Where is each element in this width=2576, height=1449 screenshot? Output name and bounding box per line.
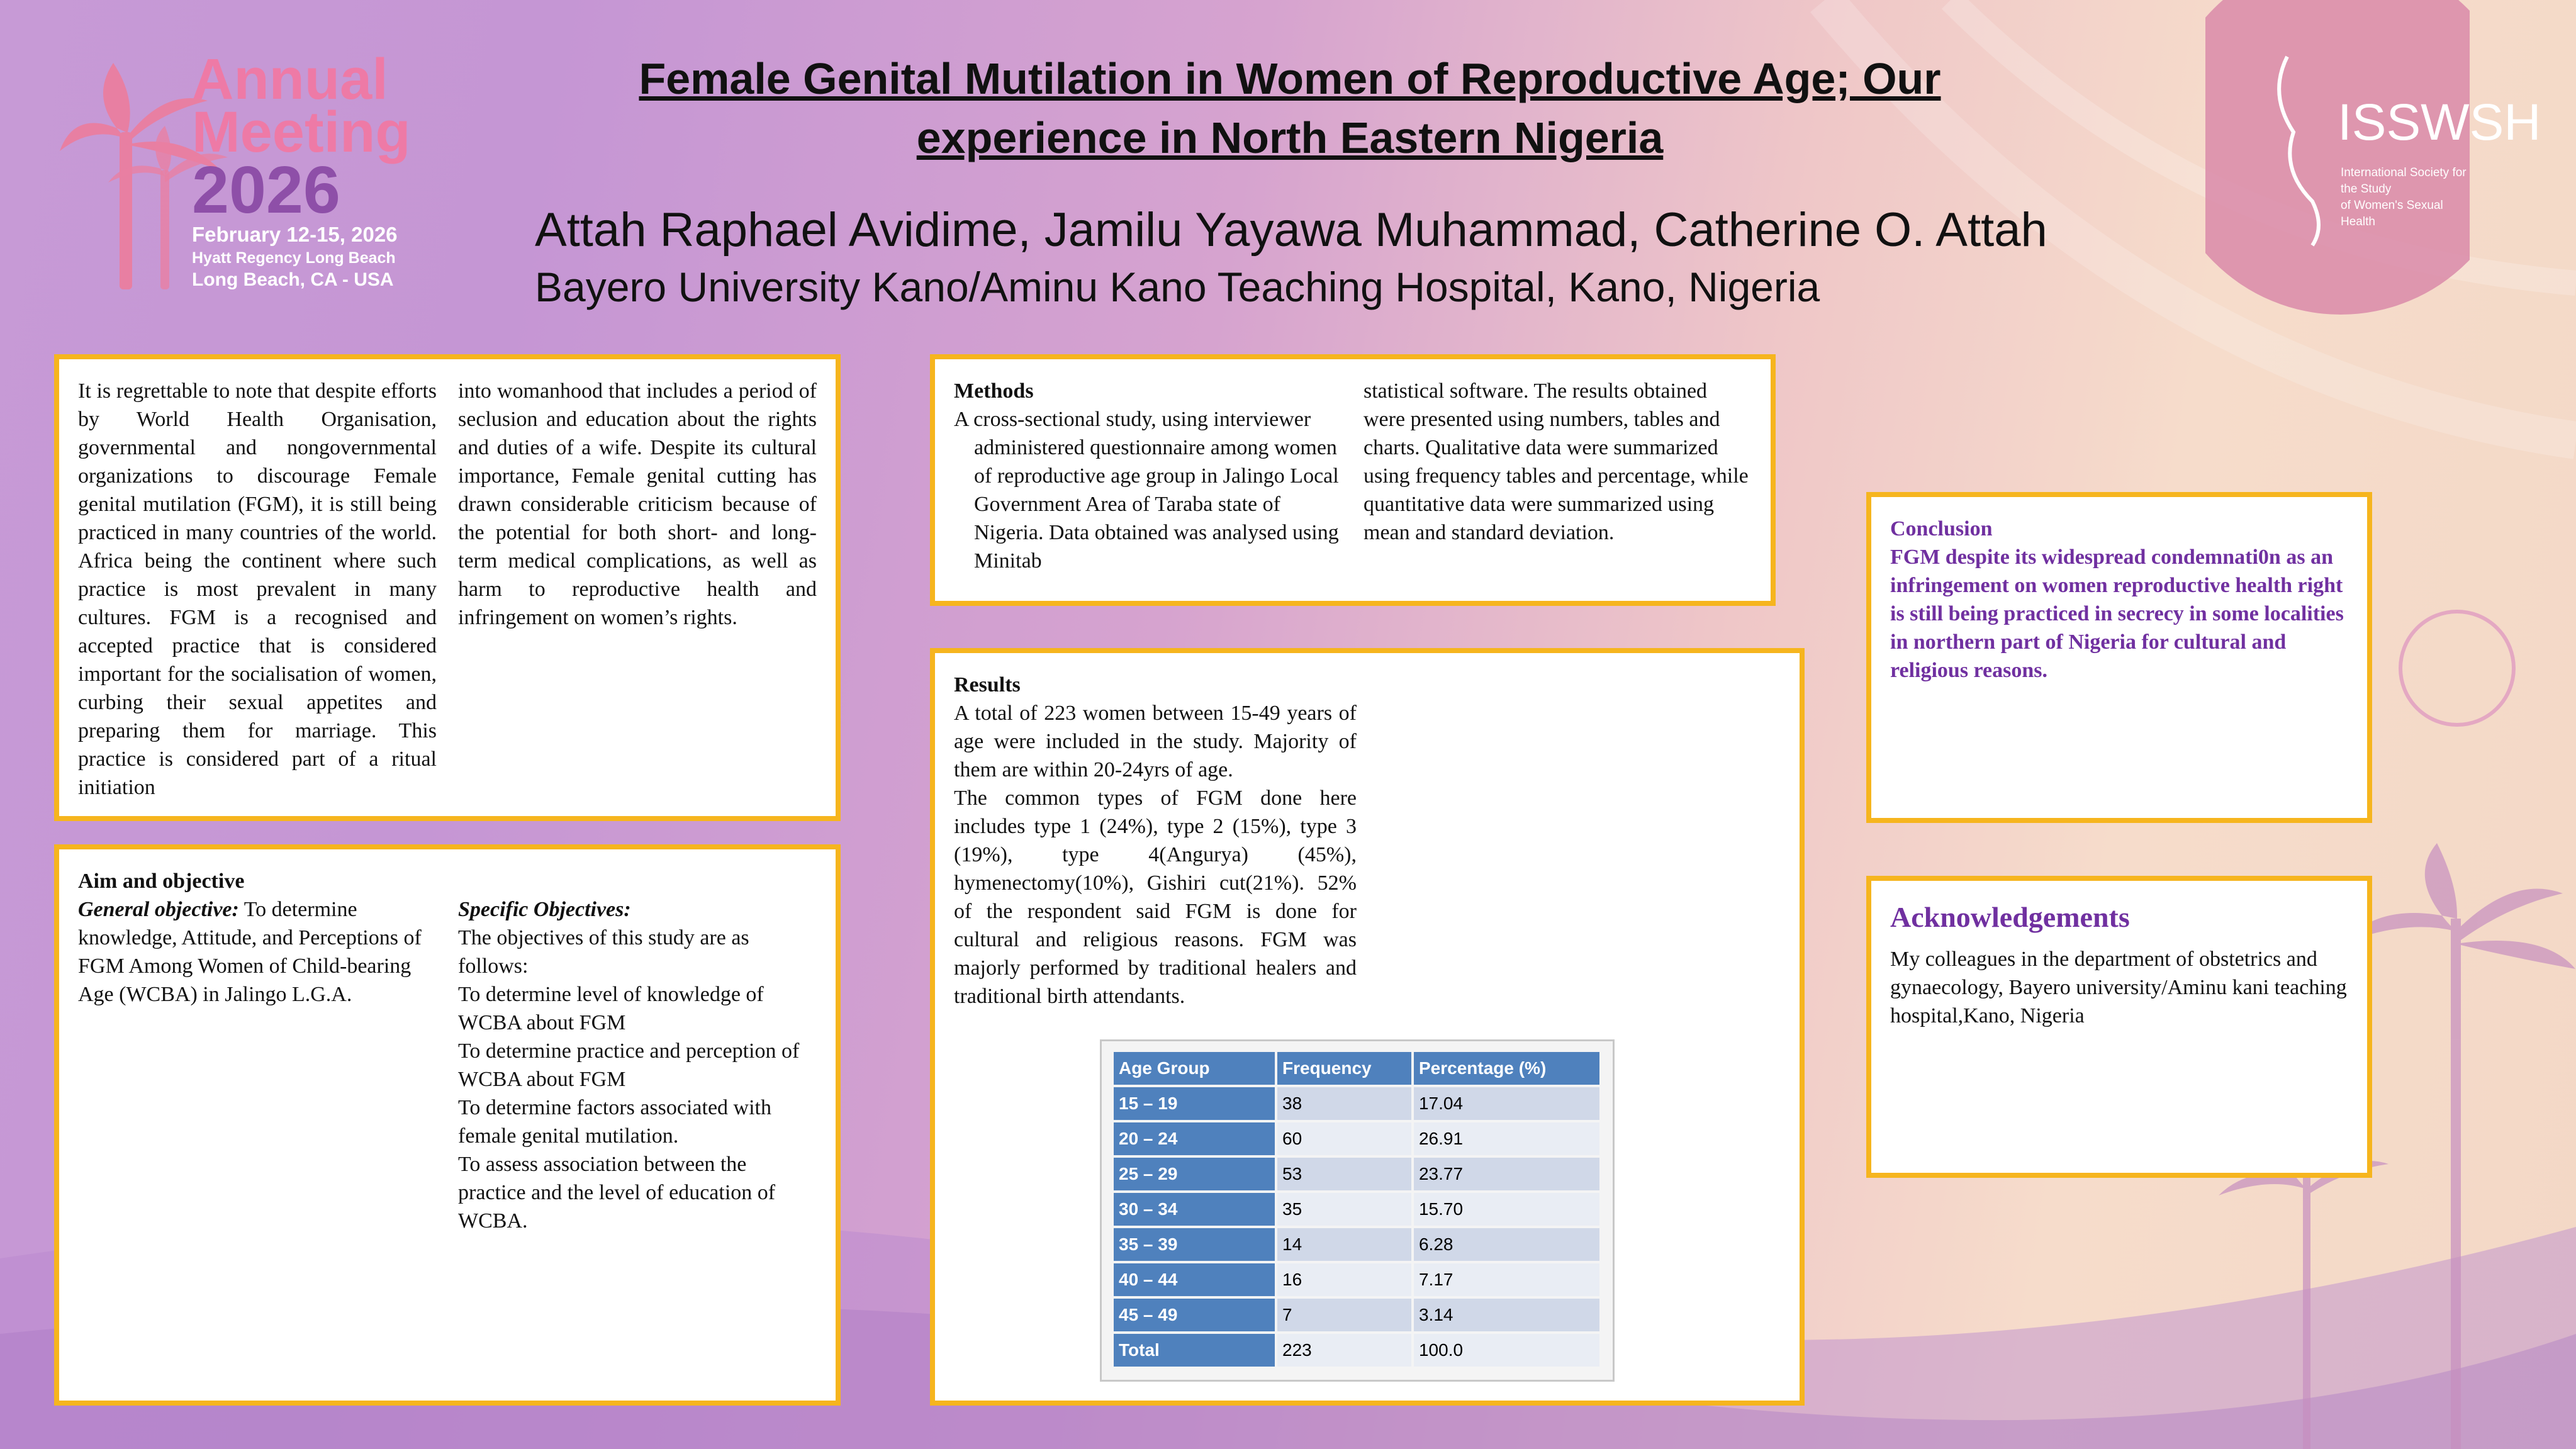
isswsh-name: ISSWSH xyxy=(2338,94,2541,151)
table-row xyxy=(1114,1122,1599,1155)
table-cell: 26.91 xyxy=(1414,1122,1599,1155)
table-cell: 223 xyxy=(1277,1334,1411,1367)
conclusion-box xyxy=(1866,492,2372,823)
title-line2: experience in North Eastern Nigeria xyxy=(916,113,1664,162)
specific-line: To assess association between the practice and the level of education of WCBA. xyxy=(458,1153,776,1233)
authors: Attah Raphael Avidime, Jamilu Yayawa Muhammad, Catherine O. Attah xyxy=(535,203,2047,257)
specific-line: To determine factors associated with female genital mutilation. xyxy=(458,1096,771,1148)
table-row xyxy=(1114,1158,1599,1190)
table-row xyxy=(1114,1263,1599,1296)
table-cell: 3.14 xyxy=(1414,1299,1599,1331)
conclusion-text: FGM despite its widespread condemnati0n as an infringement on women reproductive health right is still being practiced in secrecy in some localities in northern part of Nigeria for cultural and religious reasons. xyxy=(1890,545,2344,682)
table-cell: 53 xyxy=(1277,1158,1411,1190)
table-cell: 14 xyxy=(1277,1228,1411,1261)
affiliation: Bayero University Kano/Aminu Kano Teaching Hospital, Kano, Nigeria xyxy=(535,264,1820,310)
specific-objectives-label: Specific Objectives: xyxy=(458,898,631,921)
isswsh-logo xyxy=(2205,0,2541,315)
table-cell: 38 xyxy=(1277,1087,1411,1120)
poster-title xyxy=(554,49,2026,167)
methods-heading: Methods xyxy=(954,379,1034,403)
ack-text: My colleagues in the department of obstetrics and gynaecology, Bayero university/Aminu kani teaching hospital,Kano, Nigeria xyxy=(1890,948,2347,1027)
results-para1: A total of 223 women between 15-49 years of age were included in the study. Majority of them are within 20-24yrs of age. xyxy=(954,702,1357,781)
results-para2: The common types of FGM done here includes type 1 (24%), type 2 (15%), type 3 (19%), type 4(Angurya) (45%), hymenectomy(10%), Gishiri cut(21%). 52% of the respondent said FGM is done for cultural and religious reasons. FGM was majorly performed by traditional healers and traditional birth attendants. xyxy=(954,786,1357,1008)
table-header: Frequency xyxy=(1277,1052,1411,1085)
table-cell: 100.0 xyxy=(1414,1334,1599,1367)
table-row xyxy=(1114,1299,1599,1331)
isswsh-circle xyxy=(2205,0,2470,315)
logo-dates: February 12-15, 2026 xyxy=(192,223,398,246)
introduction-box xyxy=(54,354,841,821)
table-cell: 30 – 34 xyxy=(1114,1193,1275,1226)
table-cell: 6.28 xyxy=(1414,1228,1599,1261)
logo-year: 2026 xyxy=(192,153,340,227)
general-objective-label: General objective: xyxy=(78,898,239,921)
logo-meeting: Meeting xyxy=(192,100,411,164)
table-cell: 60 xyxy=(1277,1122,1411,1155)
specific-line: To determine practice and perception of WCBA about FGM xyxy=(458,1039,800,1091)
isswsh-sub2: of Women's Sexual Health xyxy=(2341,199,2443,228)
table-cell: 15.70 xyxy=(1414,1193,1599,1226)
table-cell: 23.77 xyxy=(1414,1158,1599,1190)
table-cell: 15 – 19 xyxy=(1114,1087,1275,1120)
table-cell: 25 – 29 xyxy=(1114,1158,1275,1190)
table-header: Age Group xyxy=(1114,1052,1275,1085)
table-cell: 35 xyxy=(1277,1193,1411,1226)
table-row xyxy=(1114,1087,1599,1120)
table-row xyxy=(1114,1334,1599,1367)
logo-venue: Hyatt Regency Long Beach xyxy=(192,249,396,267)
methods-col2: statistical software. The results obtained were presented using numbers, tables and charts. Qualitative data were summarized using frequency tables and percentage, while quantitative data were summarized using mean and standard deviation. xyxy=(1364,379,1749,544)
age-distribution-table xyxy=(1111,1049,1602,1369)
ack-heading: Acknowledgements xyxy=(1890,901,2130,933)
results-heading: Results xyxy=(954,673,1021,697)
table-header-row xyxy=(1114,1052,1599,1085)
aim-heading: Aim and objective xyxy=(78,870,245,893)
table-cell: 7.17 xyxy=(1414,1263,1599,1296)
specific-line: To determine level of knowledge of WCBA about FGM xyxy=(458,983,764,1034)
table-cell: 7 xyxy=(1277,1299,1411,1331)
aim-objective-box xyxy=(54,844,841,1406)
intro-col1: It is regrettable to note that despite efforts by World Health Organisation, governmental and nongovernmental organizations to discourage Female genital mutilation (FGM), it is still being practiced in many countries of the world. Africa being the continent where such practice is most prevalent in many cultures. FGM is a recognised and accepted practice that is considered important for the socialisation of women, curbing their sexual appetites and preparing them for marriage. This practice is considered part of a ritual initiation xyxy=(78,379,437,799)
methods-box xyxy=(930,354,1776,606)
general-objective-text: To determine knowledge, Attitude, and Perceptions of FGM Among Women of Child-bearing Age (WCBA) in Jalingo L.G.A. xyxy=(78,898,422,1006)
table-row xyxy=(1114,1228,1599,1261)
table-cell: 35 – 39 xyxy=(1114,1228,1275,1261)
acknowledgements-box xyxy=(1866,876,2372,1178)
intro-col2: into womanhood that includes a period of seclusion and education about the rights and duties of a wife. Despite its cultural importance, Female genital cutting has drawn considerable criticism because of the potential for both short- and long-term medical complications, as well as harm to reproductive health and infringement on women’s rights. xyxy=(458,379,817,629)
conclusion-heading: Conclusion xyxy=(1890,517,1993,540)
table-cell: 20 – 24 xyxy=(1114,1122,1275,1155)
methods-col1: A cross-sectional study, using interviewer administered questionnaire among women of reproductive age group in Jalingo Local Government Area of Taraba state of Nigeria. Data obtained was analysed using Minitab xyxy=(954,408,1339,573)
isswsh-sub1: International Society for the Study xyxy=(2341,166,2467,196)
table-cell: 16 xyxy=(1277,1263,1411,1296)
logo-city: Long Beach, CA - USA xyxy=(192,269,394,290)
table-cell: 40 – 44 xyxy=(1114,1263,1275,1296)
table-cell: Total xyxy=(1114,1334,1275,1367)
table-row xyxy=(1114,1193,1599,1226)
logo-annual: Annual xyxy=(192,47,388,111)
table-cell: 45 – 49 xyxy=(1114,1299,1275,1331)
title-line1: Female Genital Mutilation in Women of Reproductive Age; Our xyxy=(639,54,1941,103)
table-cell: 17.04 xyxy=(1414,1087,1599,1120)
specific-line: The objectives of this study are as follows: xyxy=(458,926,749,978)
table-header: Percentage (%) xyxy=(1414,1052,1599,1085)
annual-meeting-logo xyxy=(60,47,411,302)
